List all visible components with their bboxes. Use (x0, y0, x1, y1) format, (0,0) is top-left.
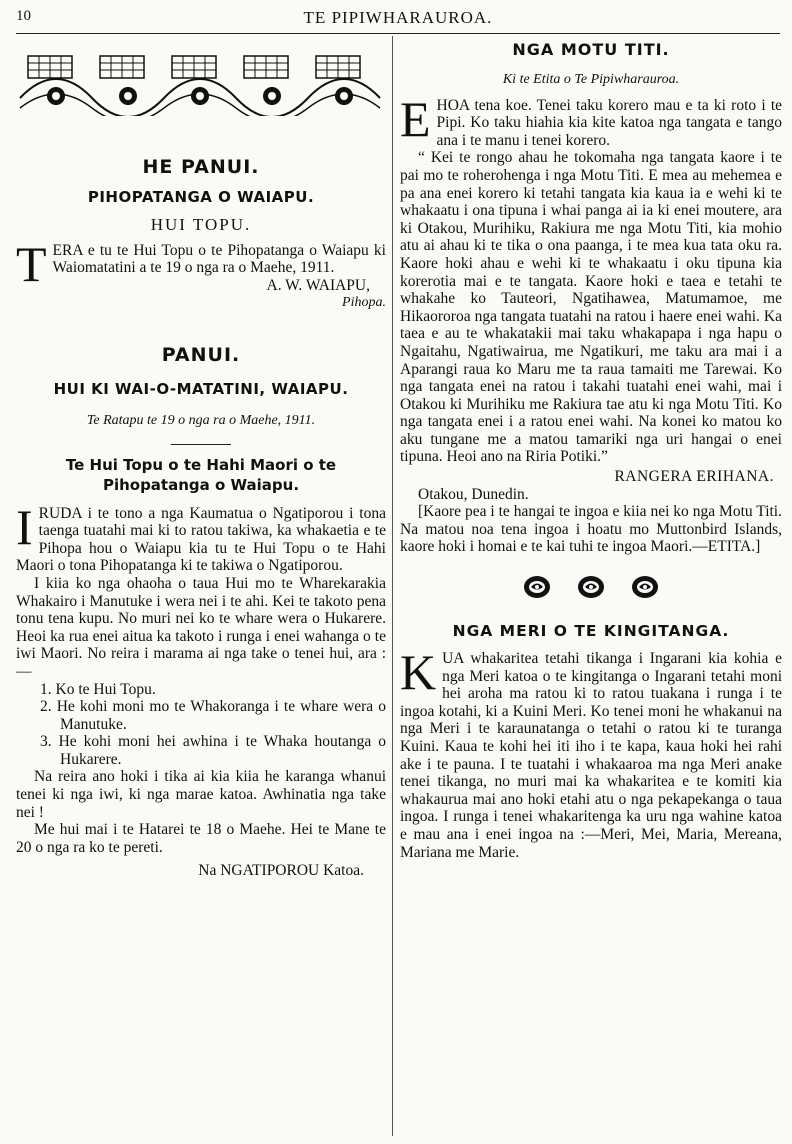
place: Otakou, Dunedin. (418, 485, 529, 503)
rose-ornament-icon (522, 574, 552, 600)
notice-subheading: PIHOPATANGA O WAIAPU. (87, 188, 315, 206)
editor-note (400, 503, 782, 556)
paragraph (400, 644, 782, 861)
flower-ornaments (400, 574, 782, 600)
rose-ornament-icon (576, 574, 606, 600)
section-title: HUI TOPU. (150, 215, 252, 234)
paragraph: Na reira ano hoki i tika ai kia kiia he karanga whanui tenei ki nga iwi, ki nga marae katoa. Awhinatia nga take nei ! (16, 768, 386, 821)
paragraph: I kiia ko nga ohaoha o taua Hui mo te Wharekarakia Whakairo i Manutuke i wera nei i te ahi. Kei te takoto pena tonu tena kupu. No muri nei ko te whare wera o Hukarere. Heoi ka rua enei aitua ka takoto i runga i enei wahanga o te iwi Maori. No reira i marama ai nga take o tenei hui, ara :— (16, 574, 386, 680)
column-divider (392, 36, 393, 1136)
ngatiporou-signature: Na NGATIPOROU Katoa. (198, 862, 364, 880)
paragraph: “ Kei te rongo ahau he tokomaha nga tangata kaore i te pai mo te roherohenga i nga Motu Titi. E mea au mehemea e pa ana enei korero ki tetahi tangata kia kaua ia e wehi ki te whakaatu i ona tipuna i whai panga ai ia ki enei moutere, ara ki Otakou, Murihiku, Rakiura me nga Motu Titi, kia mohio atu ai ahau ki te tika o ona paanga, i te mea kua tata oku ra. Kaore hoki ahau e wehi ki te whakaatu i oku tipuna kia korerotia mai e te tangata. Kaore hoki e taea e tetahi te whakahe ko Tauteori, Ngatihawea, Matumamoe, me Hikaororoa nga tangata tuatahi na ratou i haere enei wahi. Ka taea e au te whakatakii mai taku whakapapa i nga hapu o Ngaitahu, Ngatiwairua, me Ngatikuri, me taku ara mai i a Aparangi raua ko Maru me ta raua tamaiti me Tarewai. Ko nga tangata enei na ratou i takahi tuatahi enei wahi, mai i Otakou ki Murihiku me Rakiura tae atu ki nga Motu Titi. Ko nga tangata enei i a ratou enei wahi. Na konei ko matou ko aku tungane me a matou tamariki nga uri hangai o enei tipuna. Heoi ano na Riria Potiki.” (400, 149, 782, 466)
paragraph-text: HOA tena koe. Tenei taku korero mau e ta ki roto i te Pipi. Ko taku hiahia kia kite katoa nga tangata e tango ana i te manu i tenei korero. (436, 96, 782, 149)
right-column (400, 40, 782, 861)
notice-heading: HE PANUI. (142, 156, 260, 178)
drop-cap: K (400, 644, 437, 701)
list-number: 1. (40, 680, 52, 698)
list-text: He kohi moni mo te Whakoranga i te whare wera o Manutuke. (56, 698, 387, 733)
rose-ornament-icon (630, 574, 660, 600)
byline: Ki te Etita o Te Pipiwharauroa. (502, 72, 680, 87)
paragraph-text: UA whakaritea tetahi tikanga i Ingarani kia kohia e nga Meri katoa o te kingitanga o Ingarani tetahi moni hei aroha ma ratou ki to ratou tuakana i runga i te ingoa kotahi, ki a Kuini Meri. Ko tenei moni he whakanui na nga Meri i te karaunatanga o tetahi o ratou ki te turanga Kuini. Kaua te kohi hei iti iho i te kapa, kaua hoki hei rahi ake i te pauna. I te tuatahi i whakaaroa ma nga Meri anake tenei tikanga, no muri mai ka whakaritea e te komiti kia whakaurua mai ano hoki etahi atu o nga pekapekanga o taua ingoa. I runga i tenei whakaritenga ka uru nga wahine katoa e mau ana i enei ingoa na :—Meri, Mei, Maria, Mereana, Mariana me Marie. (400, 650, 782, 861)
article-title: Te Hui Topu o te Hahi Maori o te Pihopatanga o Waiapu. (65, 455, 337, 494)
list-item (16, 733, 386, 768)
running-head (16, 4, 780, 34)
kingitanga-heading: NGA MERI O TE KINGITANGA. (452, 622, 730, 641)
left-column (16, 50, 386, 880)
bishop-signature: A. W. WAIAPU, (266, 276, 370, 294)
list-text: He kohi moni hei awhina i te Whaka houtanga o Hukarere. (58, 733, 386, 768)
paragraph: Me hui mai i te Hatarei te 18 o Maehe. Hei te Mane te 20 o nga ra ko te pereti. (16, 821, 386, 856)
agenda-list (16, 681, 386, 769)
editor-note-text: [Kaore pea i te hangai te ingoa e kiia nei ko nga Motu Titi. Na matou noa tena ingoa i hoatu mo Muttonbird Islands, kaore hoki i homai e te kai tuhi te ingoa Maori. (400, 503, 782, 556)
hui-subheading: HUI KI WAI-O-MATATINI, WAIAPU. (53, 379, 349, 398)
paragraph (16, 498, 386, 575)
floral-ornament-band (16, 50, 390, 116)
drop-cap: I (16, 498, 33, 555)
drop-cap: T (16, 235, 47, 292)
list-item (16, 698, 386, 733)
editor-sign: —ETITA.] (692, 538, 761, 556)
panui-heading: PANUI. (161, 343, 241, 366)
list-number: 2. (40, 698, 52, 716)
list-item (16, 681, 386, 699)
paragraph (400, 90, 782, 150)
dateline: Te Ratapu te 19 o nga ra o Maehe, 1911. (86, 412, 316, 428)
bishop-title: Pihopa. (342, 295, 386, 311)
motu-titi-heading: NGA MOTU TITI. (512, 40, 670, 59)
notice-body-text: ERA e tu te Hui Topu o te Pihopatanga o Waiapu ki Waiomatatini a te 19 o nga ra o Maehe, 1911. (52, 241, 386, 277)
drop-cap: E (400, 90, 431, 147)
paragraph-text: RUDA i te tono a nga Kaumatua o Ngatiporou i tona taenga tuatahi mai ki to ratou takiwa, ka whakaetia e te Pihopa hou o Waiapu kia tu te Hui Topu o te Hahi Maori o tona Pihopatanga ki te takiwa o Ngatiporou. (16, 504, 386, 575)
list-text: Ko te Hui Topu. (55, 680, 156, 698)
letter-signature: RANGERA ERIHANA. (614, 468, 774, 486)
list-number: 3. (40, 733, 52, 751)
running-title: TE PIPIWHARAUROA. (303, 8, 493, 27)
page-number: 10 (16, 8, 31, 24)
